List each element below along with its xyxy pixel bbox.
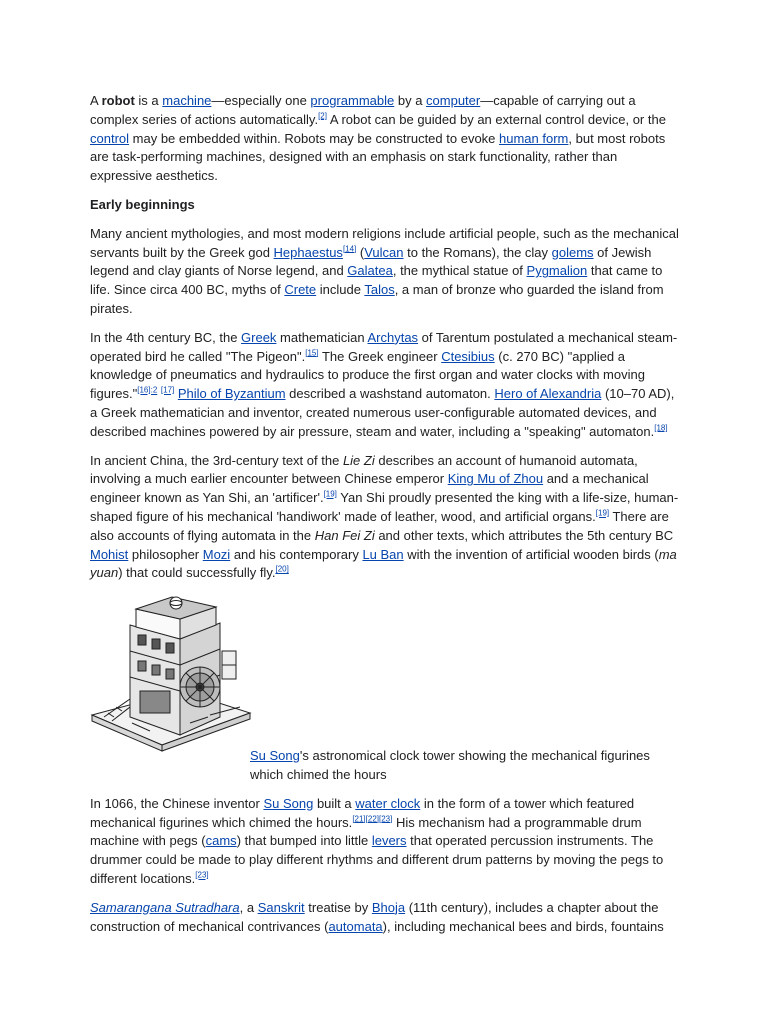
link-machine[interactable]: machine: [162, 93, 212, 108]
link-mohist[interactable]: Mohist: [90, 546, 129, 562]
section-heading: Early beginnings: [90, 196, 195, 212]
link-control[interactable]: control: [90, 130, 130, 146]
text: to the Romans), the clay: [403, 244, 552, 260]
citation-link[interactable]: [14]: [342, 244, 357, 254]
text: ) that bumped into little: [236, 833, 372, 849]
text: mathematician: [276, 329, 368, 345]
link-pygmalion[interactable]: Pygmalion: [526, 263, 588, 279]
figure: [90, 595, 680, 767]
italic-title: Lie Zi: [342, 452, 375, 468]
link-programmable[interactable]: programmable: [310, 93, 395, 108]
text: , the mythical statue of: [392, 263, 527, 279]
text: , a man of bronze who guarded the island from pirates.: [90, 282, 664, 316]
link-levers[interactable]: levers: [371, 833, 407, 849]
link-talos[interactable]: Talos: [364, 282, 395, 298]
citation-link[interactable]: [23]: [379, 814, 393, 824]
text: (c. 270 BC) "applied a knowledge of pneumatics and hydraulics to produce the first organ and water clocks with moving figures.": [90, 348, 645, 402]
link-galatea[interactable]: Galatea: [347, 263, 393, 279]
link-lu-ban[interactable]: Lu Ban: [362, 546, 404, 562]
link-ctesibius[interactable]: Ctesibius: [441, 348, 495, 364]
text: by a: [394, 93, 427, 108]
paragraph-samarangana: [90, 899, 680, 937]
text: include: [316, 282, 365, 298]
text: , a: [239, 899, 258, 915]
text: is a: [134, 93, 163, 108]
link-sanskrit[interactable]: Sanskrit: [257, 899, 305, 915]
citation-link[interactable]: [20]: [275, 565, 289, 574]
link-hephaestus[interactable]: Hephaestus: [273, 244, 343, 260]
paragraph-mythologies: [90, 225, 680, 319]
link-automata[interactable]: automata: [328, 918, 383, 934]
link-king-mu-of-zhou[interactable]: King Mu of Zhou: [447, 471, 544, 487]
citation-link[interactable]: [21]: [352, 814, 366, 824]
text: treatise by: [304, 899, 372, 915]
link-su-song-caption[interactable]: Su Song: [250, 748, 300, 764]
text: (: [356, 244, 365, 260]
intro-paragraph: [90, 92, 680, 186]
link-computer[interactable]: computer: [426, 93, 481, 108]
text: describes an account of humanoid automata, involving a much earlier encounter between Chinese emperor: [90, 452, 638, 487]
link-bhoja[interactable]: Bhoja: [371, 899, 406, 915]
text: ) that could successfully fly.: [118, 565, 276, 581]
italic-title: Han Fei Zi: [314, 527, 375, 543]
italic-term: ma yuan: [90, 546, 677, 581]
text: There are also accounts of flying automata in the: [90, 508, 669, 543]
citation-link[interactable]: [17]: [160, 385, 175, 395]
citation-link[interactable]: [16]:2: [137, 385, 158, 395]
paragraph-greek: [90, 329, 680, 442]
text: with the invention of artificial wooden birds (: [403, 546, 659, 562]
text: In 1066, the Chinese inventor: [90, 795, 264, 811]
link-mozi[interactable]: Mozi: [202, 546, 231, 562]
text: built a: [313, 795, 356, 811]
bold-term: robot: [101, 93, 135, 108]
link-samarangana-sutradhara[interactable]: [90, 900, 240, 915]
text: of Tarentum postulated a mechanical steam-operated bird he called "The Pigeon".: [90, 329, 678, 364]
caption-text: 's astronomical clock tower showing the mechanical figurines which chimed the hours: [250, 748, 650, 782]
text: The Greek engineer: [318, 348, 442, 364]
text: that came to life. Since circa 400 BC, myths of: [90, 263, 663, 298]
text: —capable of carrying out a complex series of actions automatically.: [90, 93, 636, 127]
link-su-song[interactable]: Su Song: [263, 795, 314, 811]
citation-link[interactable]: [23]: [195, 870, 209, 880]
text: in the form of a tower which featured mechanical figurines which chimed the hours.: [90, 795, 635, 830]
link-greek[interactable]: Greek: [241, 329, 277, 345]
text: A: [90, 93, 102, 108]
text: , but most robots are task-performing machines, designed with an emphasis on stark functionality, rather than expressive aesthetics.: [90, 130, 666, 184]
text: and his contemporary: [230, 546, 363, 562]
paragraph-su-song: [90, 795, 680, 889]
text: philosopher: [128, 546, 203, 562]
text: Many ancient mythologies, and most modern religions include artificial people, such as the mechanical servants built by the Greek god: [90, 225, 679, 260]
article-content: [90, 92, 680, 946]
link-human-form[interactable]: human form: [499, 130, 569, 146]
link-water-clock[interactable]: water clock: [355, 795, 421, 811]
text: that operated percussion instruments. The drummer could be made to play different rhythms and different drum patterns by moving the pegs to different locations.: [90, 833, 664, 886]
citation-link[interactable]: [2]: [318, 111, 327, 121]
citation-link[interactable]: [19]: [595, 508, 610, 518]
text: Yan Shi proudly presented the king with a life-size, human-shaped figure of his mechanical 'handiwork' made of leather, wood, and artificial organs.: [90, 490, 679, 524]
text: His mechanism had a programmable drum machine with pegs (: [90, 814, 642, 849]
link-vulcan[interactable]: Vulcan: [364, 244, 404, 260]
link-hero-of-alexandria[interactable]: Hero of Alexandria: [494, 386, 602, 402]
text: In the 4th century BC, the: [90, 329, 242, 345]
citation-link[interactable]: [19]: [323, 489, 337, 499]
link-cams[interactable]: cams: [205, 833, 237, 849]
citation-link[interactable]: [15]: [305, 348, 319, 358]
citation-link[interactable]: [22]: [365, 814, 379, 824]
link-crete[interactable]: Crete: [284, 282, 317, 298]
text: may be embedded within. Robots may be constructed to evoke: [129, 130, 500, 146]
text: described a washstand automaton.: [285, 386, 495, 402]
italic-link-text: Samarangana Sutradhara: [90, 899, 240, 915]
text: A robot can be guided by an external control device, or the: [326, 111, 666, 127]
text: of Jewish legend and clay giants of Norse legend, and: [90, 244, 652, 279]
paragraph-china: [90, 452, 680, 584]
link-philo-of-byzantium[interactable]: Philo of Byzantium: [177, 386, 286, 402]
citation-link[interactable]: [18]: [654, 423, 668, 433]
text: (10–70 AD), a Greek mathematician and inventor, created numerous user-configurable automated devices, and described machines powered by air pressure, steam and water, including a "speaking" automaton.: [90, 386, 675, 439]
text: —especially one: [211, 93, 311, 108]
text: (11th century), includes a chapter about the construction of mechanical contrivances (: [90, 899, 659, 934]
text: ), including mechanical bees and birds, fountains: [382, 918, 664, 934]
text: and a mechanical engineer known as Yan Shi, an 'artificer'.: [90, 471, 649, 506]
link-archytas[interactable]: Archytas: [367, 329, 419, 345]
text: and other texts, which attributes the 5th century BC: [374, 527, 674, 543]
clock-tower-illustration: [90, 595, 252, 767]
text: In ancient China, the 3rd-century text of the: [90, 452, 343, 468]
link-golems[interactable]: golems: [551, 244, 594, 260]
